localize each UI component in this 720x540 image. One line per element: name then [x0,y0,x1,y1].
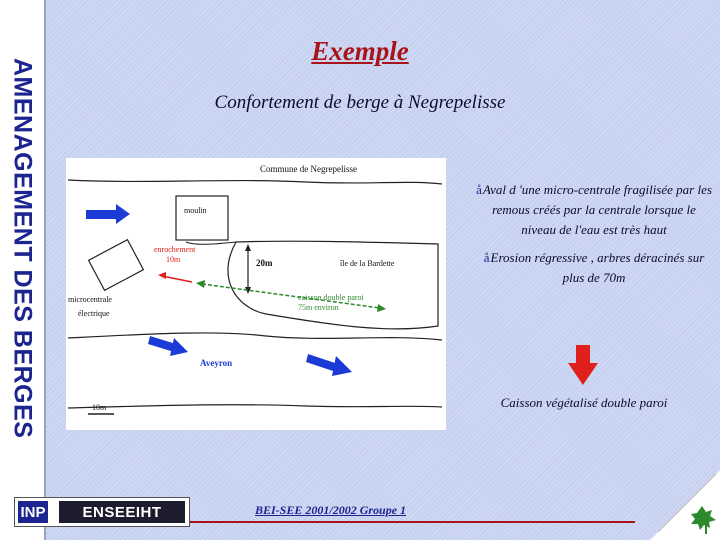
slide-title: Exemple [311,36,409,66]
bullet-list [474,180,714,296]
flow-arrow-icon [306,354,352,376]
caisson-length-label: 75m environ [298,303,339,312]
moulin-label: moulin [184,206,207,215]
map-heading: Commune de Negrepelisse [260,164,357,174]
enseeiht-logo [14,497,190,527]
microcentrale-building [89,240,144,291]
enrochement-arrow [162,276,192,282]
enseeiht-logo-text: ENSEEIHT [59,501,185,523]
river-label: Aveyron [200,358,233,368]
enrochement-length-label: 10m [166,255,181,264]
south-bank-upper [68,333,442,340]
caisson-caption: Caisson végétalisé double paroi [500,395,668,410]
width-label: 20m [256,258,273,268]
south-bank [68,405,442,408]
bullet-icon: å [476,182,482,197]
microcentrale-label: microcentrale [68,295,112,304]
scale-label: 10m [92,403,107,412]
site-map-drawing [66,158,446,430]
footer-text: BEI-SEE 2001/2002 Groupe 1 [255,503,407,517]
bullet-item: åAval d 'une micro-centrale fragilisée par les remous créés par la centrale lorsque le niveau de l'eau est très haut [476,182,712,237]
site-map [66,158,446,430]
island-outline [228,241,438,329]
flow-arrow-icon [86,204,130,224]
bullet-item: åErosion régressive , arbres déracinés sur plus de 70m [483,250,705,285]
sidebar [0,0,46,540]
bullet-icon: å [483,250,490,265]
microcentrale-label: électrique [78,309,110,318]
caisson-label: caisson double paroi [298,293,364,302]
island-label: île de la Bardette [340,259,395,268]
moulin-building [176,196,228,240]
slide-subtitle: Confortement de berge à Negrepelisse [214,92,506,113]
down-arrow-icon [568,345,598,385]
north-bank [68,180,442,184]
enrochement-label: enrochement [154,245,196,254]
page-curl-icon [650,470,720,540]
flow-arrow-icon [148,336,188,356]
footer-divider [190,521,635,523]
sidebar-title: AMENAGEMENT DES BERGES [8,57,37,439]
inp-logo-text: INP [18,501,48,523]
